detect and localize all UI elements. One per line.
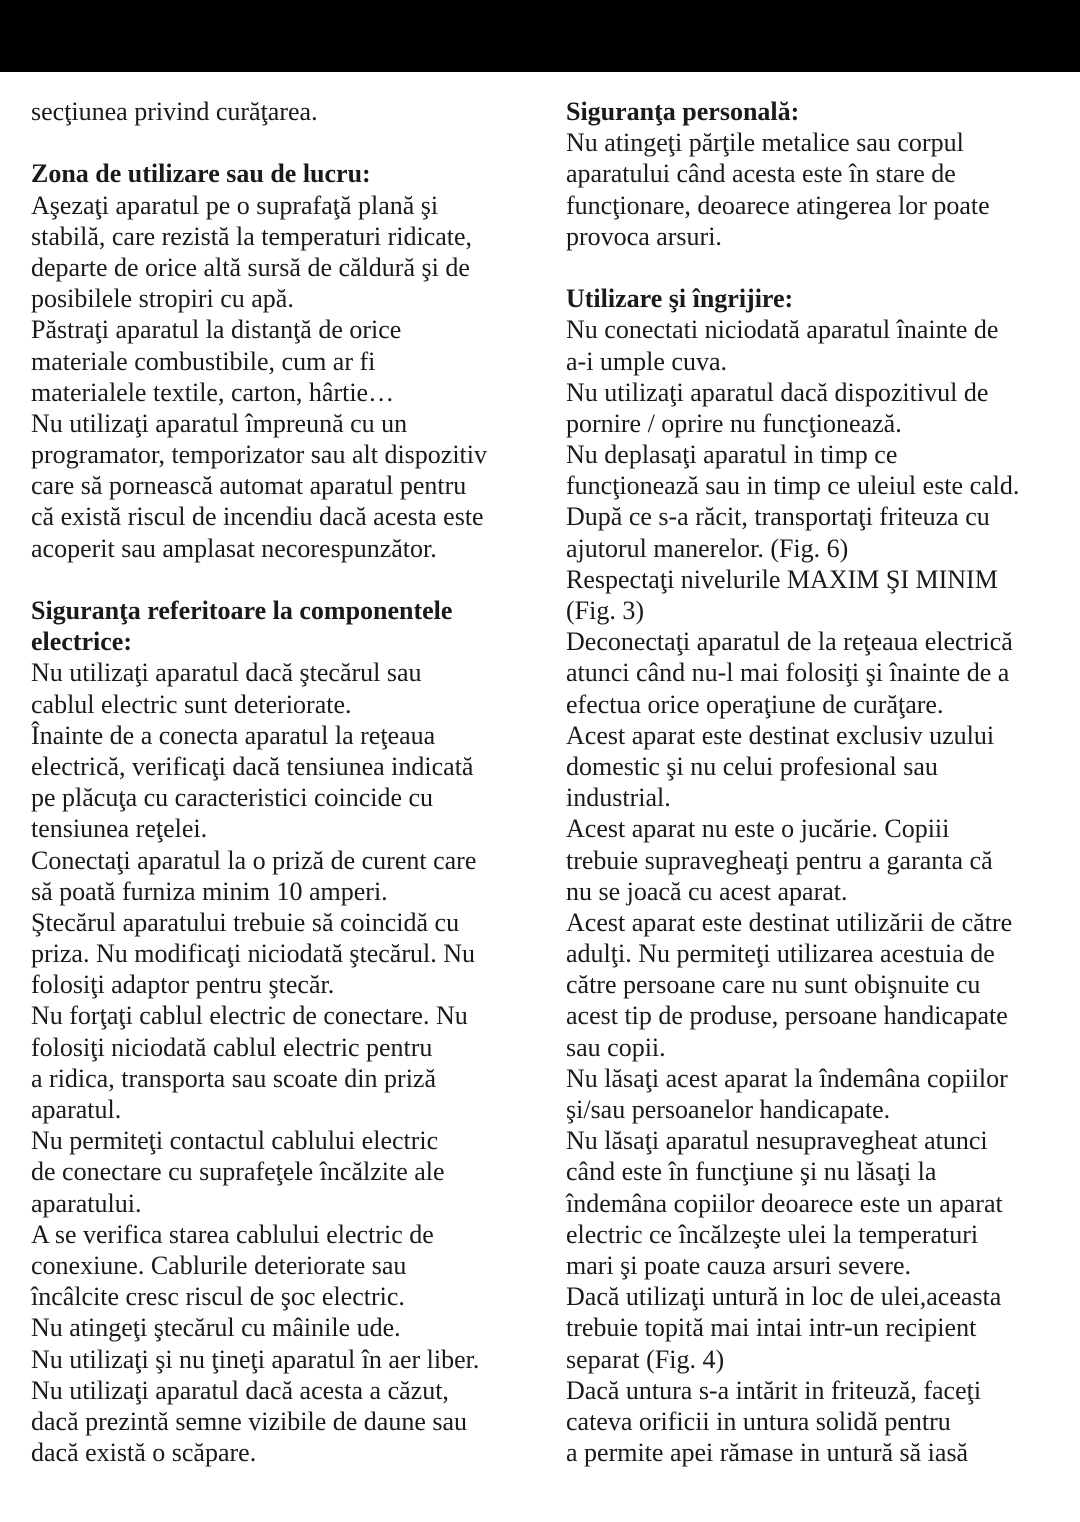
text-line: electrică, verificaţi dacă tensiunea indicată [31,751,474,781]
paragraph-spacer [31,564,531,595]
text-line: dacă există o scăpare. [31,1438,257,1468]
text-line: acest tip de produse, persoane handicapate [566,1001,1008,1031]
text-line: îndemâna copiilor deoarece este un aparat [566,1188,1003,1218]
left-column [31,96,531,1468]
text-line: materiale combustibile, cum ar fi [31,346,376,376]
text-line: sau copii. [566,1032,666,1062]
text-line: care să pornească automat aparatul pentru [31,471,467,501]
text-line: a permite apei rămase in untură să iasă [566,1438,969,1468]
text-line: Nu utilizaţi aparatul împreună cu un [31,408,408,438]
section-heading: Utilizare şi îngrijire: [566,284,794,314]
text-line: conexiune. Cablurile deteriorate sau [31,1250,407,1280]
text-line: cablul electric sunt deteriorate. [31,689,352,719]
text-line: materialele textile, carton, hârtie… [31,377,395,407]
text-line: După ce s-a răcit, transportaţi friteuza cu [566,502,990,532]
text-line: funcţionare, deoarece atingerea lor poate [566,190,990,220]
text-line: Nu utilizaţi aparatul dacă ştecărul sau [31,658,422,688]
text-line: de conectare cu suprafeţele încălzite ale [31,1157,445,1187]
section-heading: Siguranţa referitoare la componentele [31,596,453,625]
text-line: Nu atingeţi părţile metalice sau corpul [566,128,964,158]
text-line: mari şi poate cauza arsuri severe. [566,1250,912,1280]
text-line: aparatului. [31,1188,142,1218]
text-line: domestic şi nu celui profesional sau [566,751,938,781]
text-line: încâlcite cresc riscul de şoc electric. [31,1282,405,1312]
text-line: Înainte de a conecta aparatul la reţeaua [31,720,436,750]
text-line: Aşezaţi aparatul pe o suprafaţă plană şi [31,190,439,220]
text-line: trebuie topită mai intai intr-un recipient [566,1313,977,1343]
text-line: provoca arsuri. [566,221,722,251]
text-line: Nu lăsaţi acest aparat la îndemâna copiilor [566,1063,1008,1093]
section-heading: Zona de utilizare sau de lucru: [31,159,371,189]
text-line: funcţionează sau in timp ce uleiul este cald. [566,471,1020,501]
text-line: Dacă untura s-a intărit in friteuză, faceţi [566,1375,982,1405]
text-line: aparatul. [31,1095,122,1124]
text-line: că există riscul de incendiu dacă acesta este [31,502,484,532]
text-line: Nu deplasaţi aparatul in timp ce [566,440,898,470]
text-line: pe plăcuţa cu caracteristici coincide cu [31,783,434,813]
text-line: Nu utilizaţi şi nu ţineţi aparatul în aer liber. [31,1344,480,1374]
text-line: cateva orificii in untura solidă pentru [566,1406,951,1436]
paragraph-spacer [31,127,531,158]
text-line: Nu conectati niciodată aparatul înainte de [566,315,999,345]
text-line: aparatului când acesta este în stare de [566,159,956,189]
text-line: ajutorul manerelor. (Fig. 6) [566,533,849,563]
text-line: priza. Nu modificaţi niciodată ştecărul. Nu [31,939,476,969]
text-line: Nu atingeţi ştecărul cu mâinile ude. [31,1313,401,1343]
text-line: adulţi. Nu permiteţi utilizarea acestuia de [566,939,995,969]
right-column [566,96,1066,1468]
text-line: dacă prezintă semne vizibile de daune sau [31,1406,468,1436]
text-line: Acest aparat este destinat exclusiv uzului [566,720,995,750]
text-line: nu se joacă cu acest aparat. [566,876,848,906]
text-line: folosiţi niciodată cablul electric pentru [31,1032,433,1062]
text-line: Nu permiteţi contactul cablului electric [31,1126,439,1156]
section-heading: Siguranţa personală: [566,97,800,126]
text-line: a-i umple cuva. [566,346,727,376]
text-line: Nu lăsaţi aparatul nesupravegheat atunci [566,1126,988,1156]
text-line: electric ce încălzeşte ulei la temperaturi [566,1219,979,1249]
page-header-bar [0,0,1080,72]
text-line: A se verifica starea cablului electric de [31,1219,434,1249]
paragraph-spacer [566,252,1066,283]
text-line: Nu forţaţi cablul electric de conectare. Nu [31,1001,468,1031]
text-line: Nu utilizaţi aparatul dacă dispozitivul de [566,377,989,407]
text-line: tensiunea reţelei. [31,814,208,844]
text-line: către persoane care nu sunt obişnuite cu [566,970,981,1000]
text-line: Dacă utilizaţi untură in loc de ulei,aceasta [566,1282,1002,1312]
text-line: posibilele stropiri cu apă. [31,284,294,314]
text-line: Ştecărul aparatului trebuie să coincidă cu [31,907,460,937]
text-line: şi/sau persoanelor handicapate. [566,1095,891,1124]
text-line: a ridica, transporta sau scoate din priză [31,1063,436,1093]
text-line: Respectaţi nivelurile MAXIM ŞI MINIM [566,564,998,594]
text-line: stabilă, care rezistă la temperaturi ridicate, [31,221,473,251]
text-line: (Fig. 3) [566,596,644,625]
text-line: Acest aparat este destinat utilizării de către [566,907,1013,937]
text-line: atunci când nu-l mai folosiţi şi înainte de a [566,658,1010,688]
text-line: programator, temporizator sau alt dispozitiv [31,440,487,470]
text-line: Conectaţi aparatul la o priză de curent care [31,845,477,875]
section-heading: electrice: [31,627,133,657]
text-line: separat (Fig. 4) [566,1344,725,1374]
text-line: să poată furniza minim 10 amperi. [31,876,388,906]
text-line: Păstraţi aparatul la distanţă de orice [31,315,402,345]
text-line: secţiunea privind curăţarea. [31,97,318,126]
text-line: acoperit sau amplasat necorespunzător. [31,533,437,563]
text-line: Deconectaţi aparatul de la reţeaua electrică [566,627,1013,657]
text-line: Acest aparat nu este o jucărie. Copiii [566,814,950,844]
text-line: departe de orice altă sursă de căldură şi de [31,252,470,282]
text-line: efectua orice operaţiune de curăţare. [566,689,944,719]
text-line: industrial. [566,783,671,813]
text-line: Nu utilizaţi aparatul dacă acesta a căzut, [31,1375,449,1405]
text-line: când este în funcţiune şi nu lăsaţi la [566,1157,937,1187]
text-line: folosiţi adaptor pentru ştecăr. [31,970,335,1000]
text-line: pornire / oprire nu funcţionează. [566,408,902,438]
text-line: trebuie supravegheaţi pentru a garanta că [566,845,993,875]
